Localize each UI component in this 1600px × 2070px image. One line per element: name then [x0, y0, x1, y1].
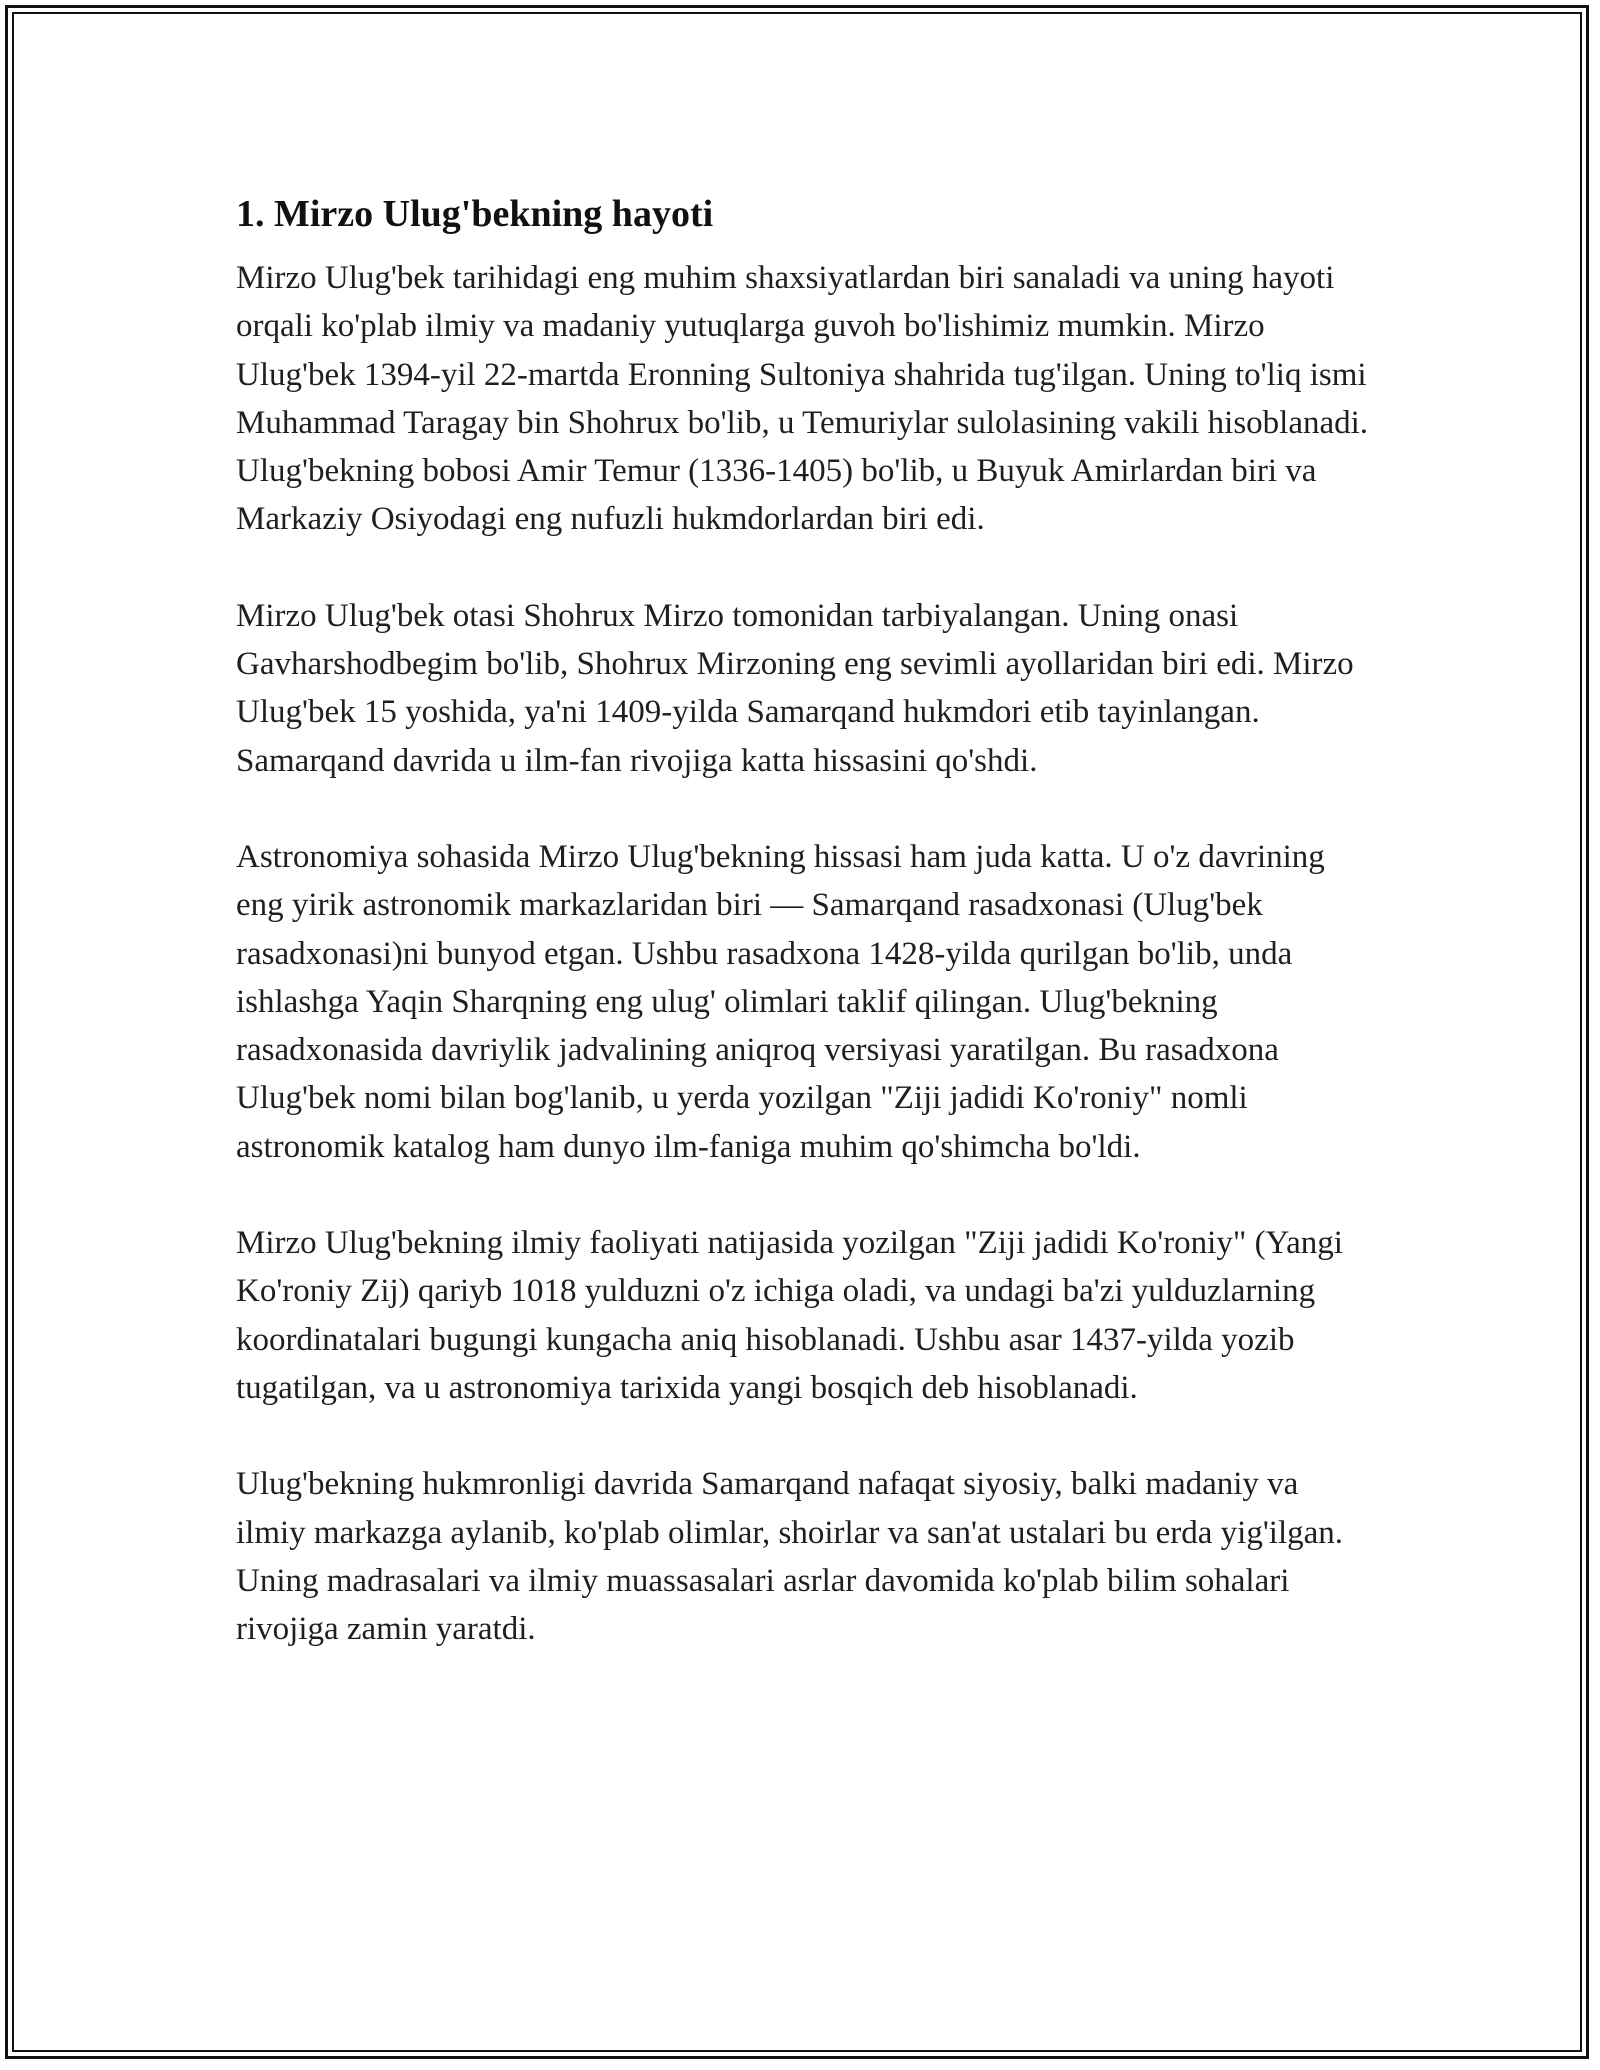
paragraph-5: Ulug'bekning hukmronligi davrida Samarqand nafaqat siyosiy, balki madaniy va ilmiy markazga aylanib, ko'plab olimlar, shoirlar va san'at ustalari bu erda yig'ilgan. Uning madrasalari va ilmiy muassasalari asrlar davomida ko'plab bilim sohalari rivojiga zamin yaratdi. — [236, 1466, 1344, 1648]
paragraph-2: Mirzo Ulug'bek otasi Shohrux Mirzo tomonidan tarbiyalangan. Uning onasi Gavharshodbegim bo'lib, Shohrux Mirzoning eng sevimli ayollaridan biri edi. Mirzo Ulug'bek 15 yoshida, ya'ni 1409-yilda Samarqand hukmdori etib tayinlangan. Samarqand davrida u ilm-fan rivojiga katta hissasini qo'shdi. — [236, 597, 1354, 779]
section-heading: 1. Mirzo Ulug'bekning hayoti — [236, 193, 714, 235]
paragraph-1: Mirzo Ulug'bek tarihidagi eng muhim shaxsiyatlardan biri sanaladi va uning hayoti orqali ko'plab ilmiy va madaniy yutuqlarga guvoh bo'lishimiz mumkin. Mirzo Ulug'bek 1394-yil 22-martda Eronning Sultoniya shahrida tug'ilgan. Uning to'liq ismi Muhammad Taragay bin Shohrux bo'lib, u Temuriylar sulolasining vakili hisoblanadi. Ulug'bekning bobosi Amir Temur (1336-1405) bo'lib, u Buyuk Amirlardan biri va Markaziy Osiyodagi eng nufuzli hukmdorlardan biri edi. — [236, 260, 1369, 538]
paragraph-3: Astronomiya sohasida Mirzo Ulug'bekning hissasi ham juda katta. U o'z davrining eng yirik astronomik markazlaridan biri — Samarqand rasadxonasi (Ulug'bek rasadxonasi)ni bunyod etgan. Ushbu rasadxona 1428-yilda qurilgan bo'lib, unda ishlashga Yaqin Sharqning eng ulug' olimlari taklif qilingan. Ulug'bekning rasadxonasida davriylik jadvalining aniqroq versiyasi yaratilgan. Bu rasadxona Ulug'bek nomi bilan bog'lanib, u yerda yozilgan "Ziji jadidi Ko'roniy" nomli astronomik katalog ham dunyo ilm-faniga muhim qo'shimcha bo'ldi. — [236, 838, 1325, 1165]
paragraph-4: Mirzo Ulug'bekning ilmiy faoliyati natijasida yozilgan "Ziji jadidi Ko'roniy" (Yangi Ko'roniy Zij) qariyb 1018 yulduzni o'z ichiga oladi, va undagi ba'zi yulduzlarning koordinatalari bugungi kungacha aniq hisoblanadi. Ushbu asar 1437-yilda yozib tugatilgan, va u astronomiya tarixida yangi bosqich deb hisoblanadi. — [236, 1225, 1343, 1406]
document-body — [236, 186, 1376, 1701]
